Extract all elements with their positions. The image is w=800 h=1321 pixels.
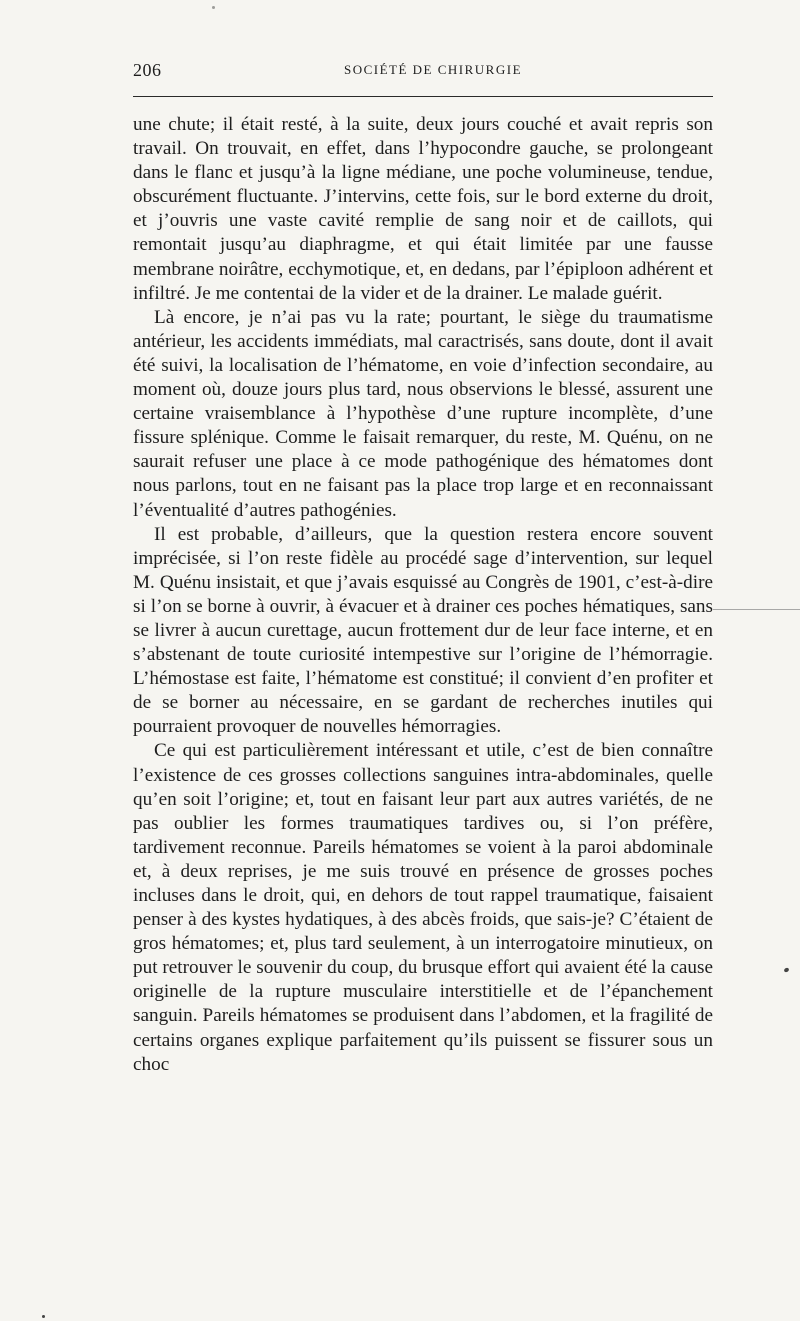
page-number: 206 [133,60,162,80]
scan-speck [783,967,789,973]
scan-speck [42,1315,45,1318]
header-rule [133,96,713,97]
journal-title: SOCIÉTÉ DE CHIRURGIE [343,62,523,77]
scan-speck [212,6,215,9]
paragraph-1: une chute; il était resté, à la suite, deux jours couché et avait repris son travail. On trouvait, en effet, dans l’hypocondre gauche, se prolongeant dans le flanc et jusqu’à la ligne médiane, une poche volumineuse, tendue, obscurément fluctuante. J’intervins, cette fois, sur le bord externe du droit, et j’ouvris une vaste cavité remplie de sang noir et de caillots, qui remontait jusqu’au diaphragme, et qui était limitée par une fausse membrane noirâtre, ecchymotique, et, en dedans, par l’épiploon adhérent et infiltré. Je me contentai de la vider et de la drainer. Le malade guérit. [133,114,713,304]
body-text [133,113,713,1077]
running-head [133,60,713,84]
scan-artifact-line [713,609,800,610]
paragraph-4: Ce qui est particulièrement intéressant et utile, c’est de bien connaître l’existence de ces grosses collections sanguines intra-abdominales, quelle qu’en soit l’origine; et, tout en faisant leur part aux autres variétés, de ne pas oublier les formes traumatiques tardives ou, si l’on préfère, tardivement reconnue. Pareils hématomes se voient à la paroi abdominale et, à deux reprises, je me suis trouvé en présence de grosses poches incluses dans le droit, qui, en dehors de tout rappel traumatique, faisaient penser à des kystes hydatiques, à des abcès froids, que sais-je? C’étaient de gros hématomes; et, plus tard seulement, à un interrogatoire minutieux, on put retrouver le souvenir du coup, du brusque effort qui avaient été la cause originelle de la rupture musculaire interstitielle et de l’épanchement sanguin. Pareils hématomes se produisent dans l’abdomen, et la fragilité de certains organes explique parfaitement qu’ils puissent se fissurer sous un choc [133,740,713,1075]
paragraph-3: Il est probable, d’ailleurs, que la question restera encore souvent imprécisée, si l’on reste fidèle au procédé sage d’intervention, sur lequel M. Quénu insistait, et que j’avais esquissé au Congrès de 1901, c’est-à-dire si l’on se borne à ouvrir, à évacuer et à drainer ces poches hématiques, sans se livrer à aucun curettage, aucun frottement dur de leur face interne, et en s’abstenant de toute curiosité intempestive sur l’origine de l’hémorragie. L’hémostase est faite, l’hématome est constitué; il convient d’en profiter et de se borner au nécessaire, en se gardant de recherches inutiles qui pourraient provoquer de nouvelles hémorragies. [133,523,713,738]
paragraph-2: Là encore, je n’ai pas vu la rate; pourtant, le siège du traumatisme antérieur, les accidents immédiats, mal caractrisés, sans doute, dont il avait été suivi, la localisation de l’hématome, en voie d’infection secondaire, au moment où, douze jours plus tard, nous observions le blessé, assurent une certaine vraisemblance à l’hypothèse d’une rupture incomplète, d’une fissure splénique. Comme le faisait remarquer, du reste, M. Quénu, on ne saurait refuser une place à ce mode pathogénique des hématomes dont nous parlons, tout en ne faisant pas la place trop large et en reconnaissant l’éventualité d’autres pathogénies. [133,306,713,521]
